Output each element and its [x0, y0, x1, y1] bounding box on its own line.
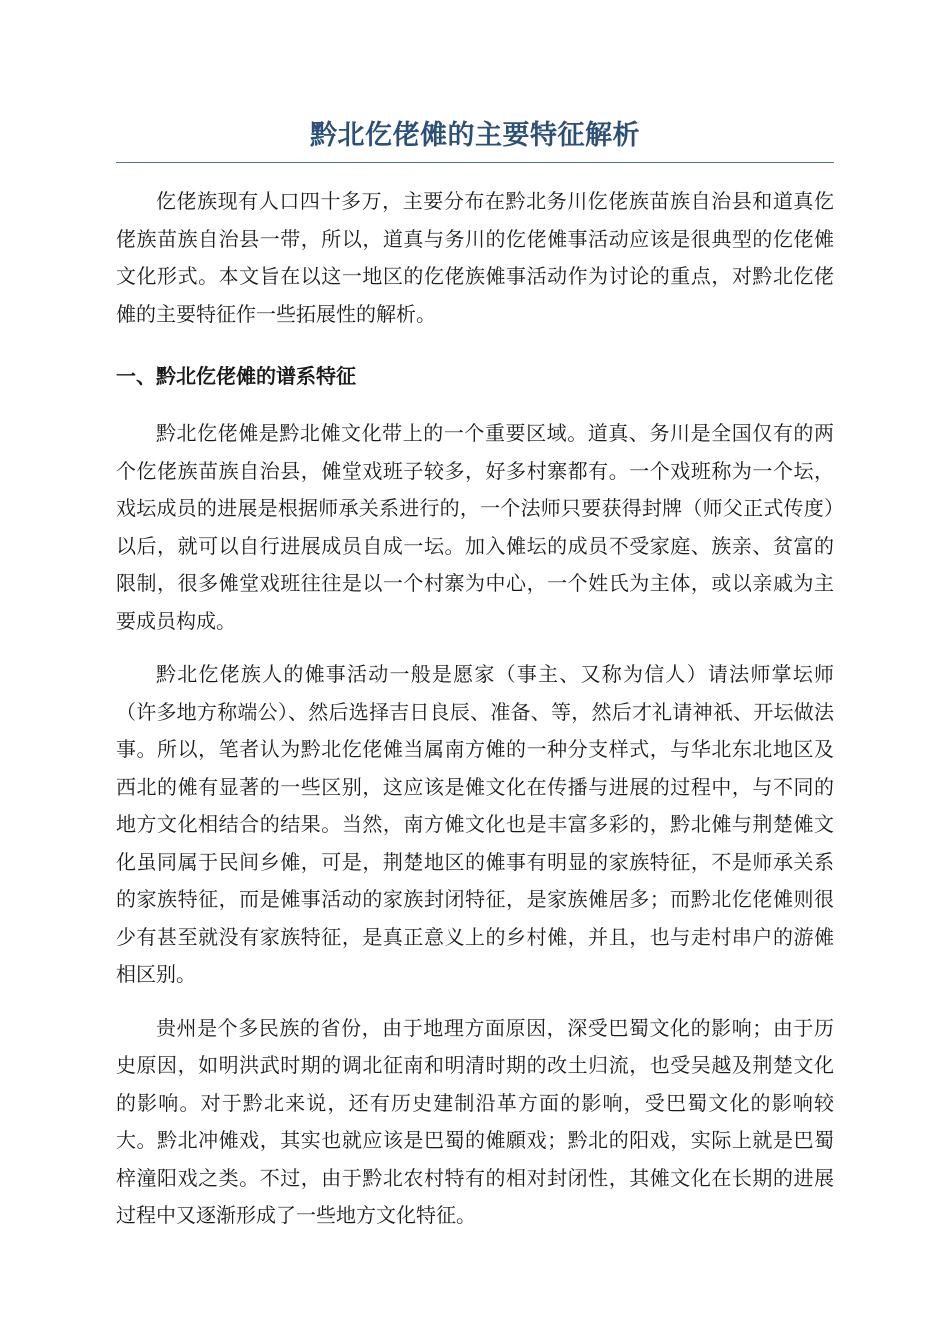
body-paragraph-1: 黔北仡佬傩是黔北傩文化带上的一个重要区域。道真、务川是全国仅有的两个仡佬族苗族自治县，傩堂戏班子较多，好多村寨都有。一个戏班称为一个坛，戏坛成员的进展是根据师承关系进行的，一个法师只要获得封牌（师父正式传度）以后，就可以自行进展成员自成一坛。加入傩坛的成员不受家庭、族亲、贫富的限制，很多傩堂戏班往往是以一个村寨为中心，一个姓氏为主体，或以亲戚为主要成员构成。 [116, 421, 834, 633]
document-page [116, 0, 834, 1235]
body-paragraph-2: 黔北仡佬族人的傩事活动一般是愿家（事主、又称为信人）请法师掌坛师（许多地方称端公）、然后选择吉日良辰、准备、等，然后才礼请神祇、开坛做法事。所以，笔者认为黔北仡佬傩当属南方傩的一种分支样式，与华北东北地区及西北的傩有显著的一些区别，这应该是傩文化在传播与进展的过程中，与不同的地方文化相结合的结果。当然，南方傩文化也是丰富多彩的，黔北傩与荆楚傩文化虽同属于民间乡傩，可是，荆楚地区的傩事有明显的家族特征，不是师承关系的家族特征，而是傩事活动的家族封闭特征，是家族傩居多；而黔北仡佬傩则很少有甚至就没有家族特征，是真正意义上的乡村傩，并且，也与走村串户的游傩相区别。 [116, 662, 834, 986]
title-underline [116, 162, 834, 163]
intro-paragraph: 仡佬族现有人口四十多万，主要分布在黔北务川仡佬族苗族自治县和道真仡佬族苗族自治县一带，所以，道真与务川的仡佬傩事活动应该是很典型的仡佬傩文化形式。本文旨在以这一地区的仡佬族傩事活动作为讨论的重点，对黔北仡佬傩的主要特征作一些拓展性的解析。 [116, 189, 834, 326]
document-title: 黔北仡佬傩的主要特征解析 [310, 120, 640, 151]
section-heading: 一、黔北仡佬傩的谱系特征 [116, 364, 356, 388]
body-paragraph-3: 贵州是个多民族的省份，由于地理方面原因，深受巴蜀文化的影响；由于历史原因，如明洪武时期的调北征南和明清时期的改土归流，也受吴越及荆楚文化的影响。对于黔北来说，还有历史建制沿革方面的影响，受巴蜀文化的影响较大。黔北冲傩戏，其实也就应该是巴蜀的傩願戏；黔北的阳戏，实际上就是巴蜀梓潼阳戏之类。不过，由于黔北农村特有的相对封闭性，其傩文化在长期的进展过程中又逐渐形成了一些地方文化特征。 [116, 1015, 834, 1227]
